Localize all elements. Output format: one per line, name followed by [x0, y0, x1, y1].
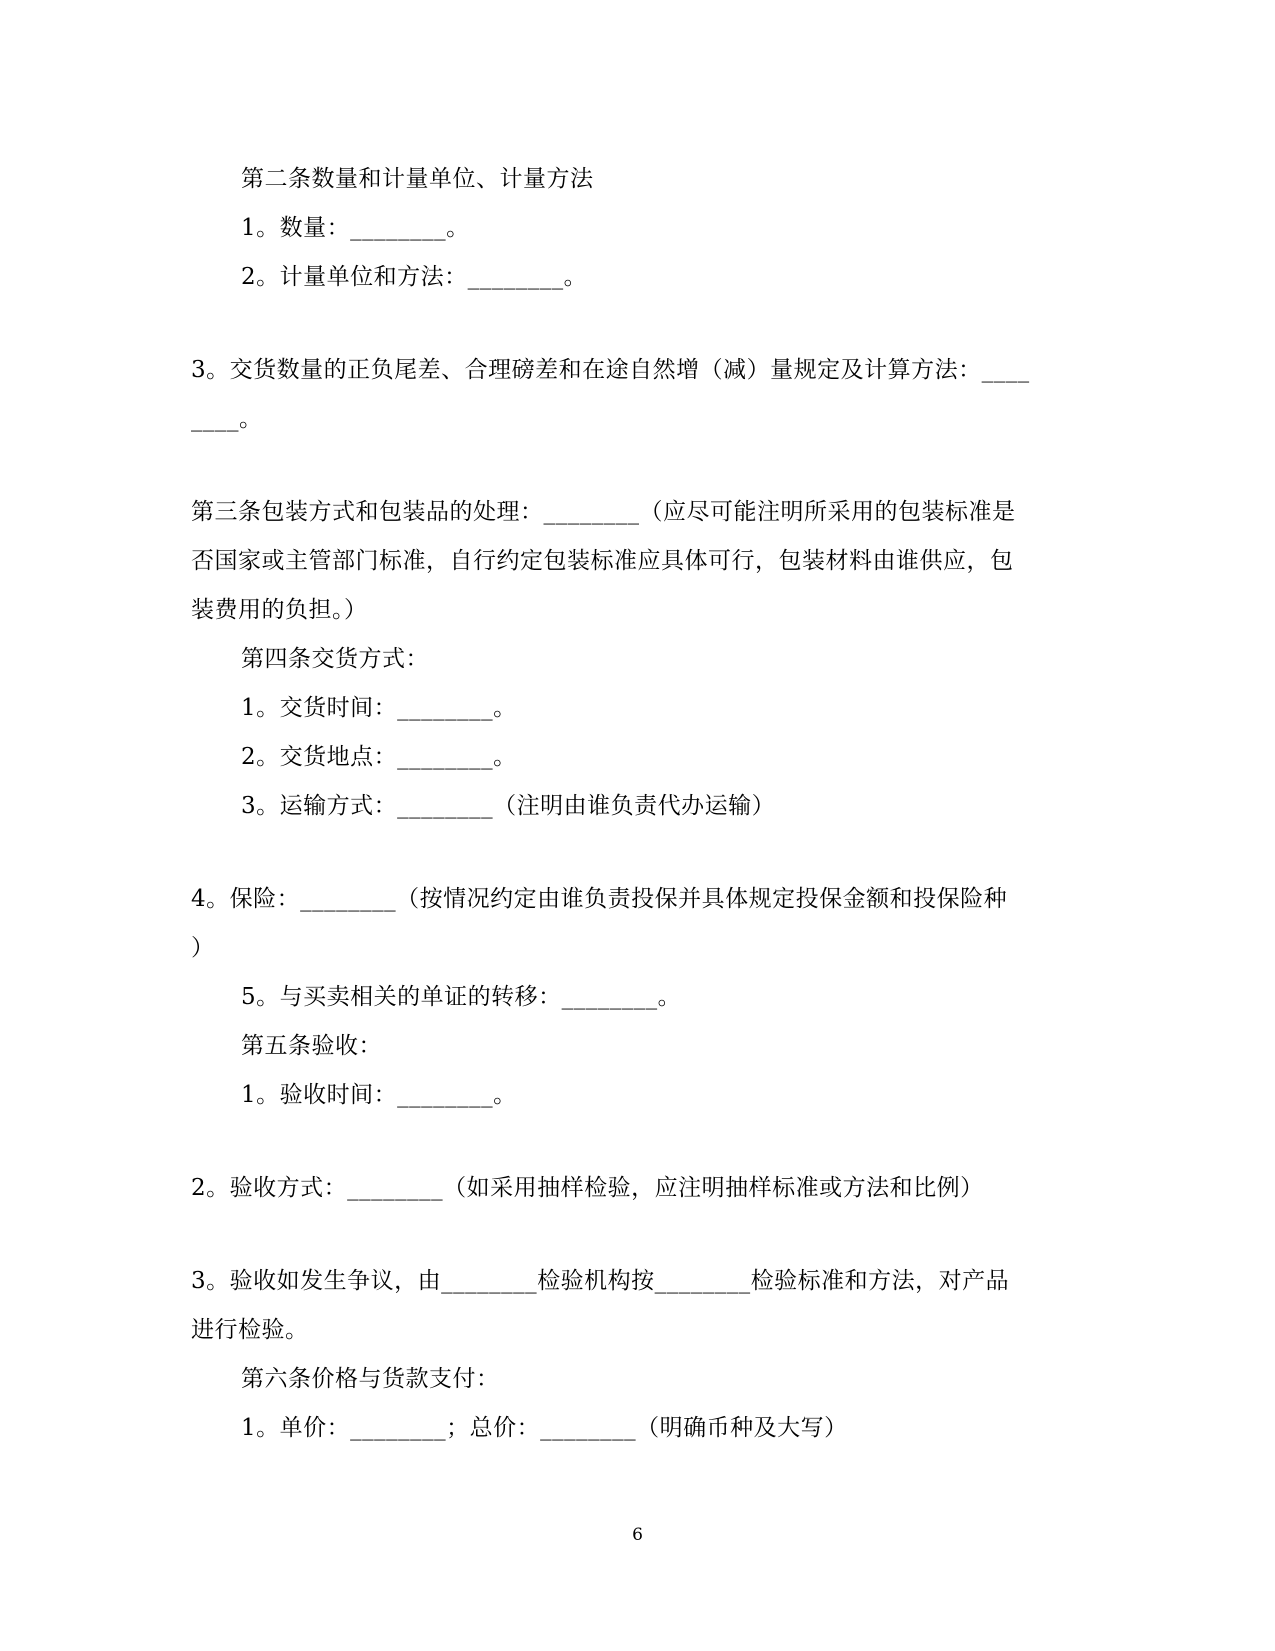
clause-4-item-2: 2。交货地点：________。 — [241, 744, 517, 770]
clause-5-item-2: 2。验收方式：________（如采用抽样检验，应注明抽样标准或方法和比例） — [191, 1175, 984, 1201]
clause-3-line-3: 装费用的负担。） — [191, 597, 368, 623]
clause-4-item-5: 5。与买卖相关的单证的转移：________。 — [241, 984, 682, 1010]
clause-5-item-1: 1。验收时间：________。 — [241, 1082, 517, 1108]
clause-2-heading: 第二条数量和计量单位、计量方法 — [241, 166, 594, 192]
clause-5-item-3: 3。验收如发生争议，由________检验机构按________检验标准和方法，对产品 — [191, 1268, 1010, 1294]
clause-5-item-3-cont: 进行检验。 — [191, 1317, 309, 1343]
clause-6-item-1: 1。单价：________；总价：________（明确币种及大写） — [241, 1415, 848, 1441]
page-number: 6 — [632, 1525, 643, 1545]
clause-2-item-3-cont: ____。 — [191, 406, 263, 432]
clause-4-heading: 第四条交货方式： — [241, 646, 429, 672]
clause-6-heading: 第六条价格与货款支付： — [241, 1366, 500, 1392]
clause-4-item-4-cont: ） — [191, 935, 215, 961]
clause-2-item-2: 2。计量单位和方法：________。 — [241, 264, 588, 290]
clause-4-item-3: 3。运输方式：________（注明由谁负责代办运输） — [241, 793, 776, 819]
clause-5-heading: 第五条验收： — [241, 1033, 382, 1059]
clause-4-item-4: 4。保险：________（按情况约定由谁负责投保并具体规定投保金额和投保险种 — [191, 886, 1008, 912]
clause-2-item-3: 3。交货数量的正负尾差、合理磅差和在途自然增（减）量规定及计算方法：____ — [191, 357, 1030, 383]
clause-3-line-2: 否国家或主管部门标准，自行约定包装标准应具体可行，包装材料由谁供应，包 — [191, 548, 1014, 574]
clause-3-line-1: 第三条包装方式和包装品的处理：________（应尽可能注明所采用的包装标准是 — [191, 499, 1016, 525]
clause-4-item-1: 1。交货时间：________。 — [241, 695, 517, 721]
clause-2-item-1: 1。数量：________。 — [241, 215, 470, 241]
